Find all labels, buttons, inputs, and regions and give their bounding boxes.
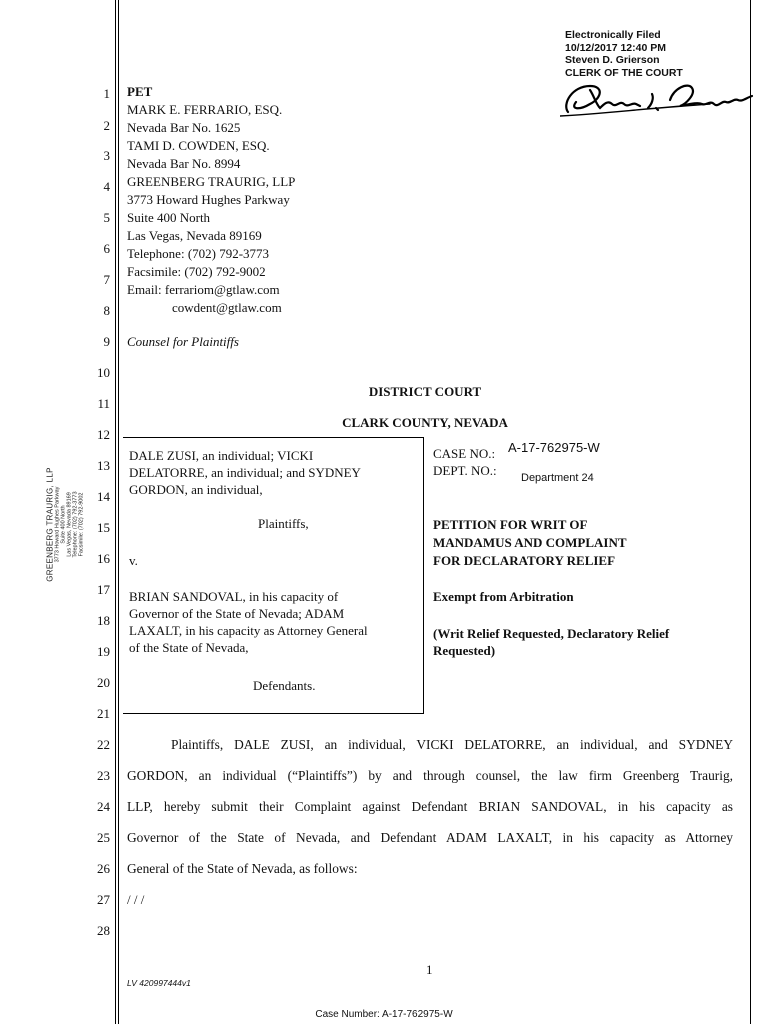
document-title-line: MANDAMUS AND COMPLAINT [433,535,627,550]
sidebar-firm-line: Facsimile: (702) 792-9002 [78,492,85,557]
counsel-line: Email: ferrariom@gtlaw.com [127,282,280,297]
sidebar-firm-line: Las Vegas, Nevada 89169 [66,492,73,557]
relief-notice [433,625,669,659]
filing-stamp [565,29,683,79]
line-number: 21 [97,706,110,721]
counsel-email-line: cowdent@gtlaw.com [172,300,282,315]
counsel-block [127,101,295,317]
line-number: 19 [97,644,110,659]
document-title-line: PETITION FOR WRIT OF [433,517,588,532]
line-number: 27 [97,892,110,907]
filing-stamp-line: Electronically Filed [565,29,661,41]
document-id: LV 420997444v1 [127,978,191,988]
document-code: PET [127,84,153,99]
plaintiffs-label: Plaintiffs, [258,516,309,531]
line-number: 10 [97,365,110,380]
line-number: 12 [97,427,110,442]
case-no-value: A-17-762975-W [508,440,600,455]
body-slashes: / / / [127,892,145,907]
counsel-line: GREENBERG TRAURIG, LLP [127,174,296,189]
document-title [433,516,627,570]
relief-notice-line: Requested) [433,643,496,658]
defendants-line: of the State of Nevada, [129,640,249,655]
court-county: CLARK COUNTY, NEVADA [342,415,508,430]
line-number: 8 [103,303,110,318]
defendants-line: LAXALT, in his capacity as Attorney General [129,623,368,638]
counsel-line: Nevada Bar No. 8994 [127,156,241,171]
counsel-line: Suite 400 North [127,210,211,225]
body-line: LLP, hereby submit their Complaint against Defendant BRIAN SANDOVAL, in his capacity as [127,799,733,814]
filing-stamp-line: 10/12/2017 12:40 PM [565,41,666,54]
line-number: 7 [103,272,110,287]
line-number: 17 [97,582,110,597]
plaintiffs-line: DALE ZUSI, an individual; VICKI [129,448,314,463]
body-line: GORDON, an individual (“Plaintiffs”) by and through counsel, the law firm Greenberg Traurig, [127,768,733,783]
line-number: 1 [103,86,110,101]
line-number: 2 [103,118,110,133]
left-margin-rule-outer [115,0,116,1024]
line-number: 15 [97,520,110,535]
plaintiffs-line: DELATORRE, an individual; and SYDNEY [129,465,361,480]
counsel-line: Las Vegas, Nevada 89169 [127,228,262,243]
case-number-footer: Case Number: A-17-762975-W [315,1009,453,1020]
sidebar-firm-line: 3773 Howard Hughes Parkway [54,486,61,563]
filing-stamp-line: Steven D. Grierson [565,54,660,66]
line-number: 6 [103,241,110,256]
line-number: 23 [97,768,110,783]
line-number: 3 [103,148,110,163]
line-number: 4 [103,179,110,194]
counsel-line: TAMI D. COWDEN, ESQ. [127,138,270,153]
line-number: 26 [97,861,110,876]
line-number: 11 [97,396,110,411]
counsel-line: Facsimile: (702) 792-9002 [127,264,266,279]
line-number: 16 [97,551,110,566]
page-number: 1 [426,962,433,977]
line-number: 14 [97,489,110,504]
right-margin-rule [750,0,751,1024]
plaintiffs-line: GORDON, an individual, [129,482,263,497]
line-number: 24 [97,799,110,814]
relief-notice-line: (Writ Relief Requested, Declaratory Relief [433,626,670,641]
defendants-line: Governor of the State of Nevada; ADAM [129,606,345,621]
court-name: DISTRICT COURT [368,384,482,399]
defendants-line: BRIAN SANDOVAL, in his capacity of [129,589,339,604]
caption-box-top [123,437,423,438]
caption-box-divider [423,437,424,714]
line-number: 20 [97,675,110,690]
body-line-text: Plaintiffs, DALE ZUSI, an individual, VICKI DELATORRE, an individual, and SYDNEY [171,737,733,752]
counsel-line: Telephone: (702) 792-3773 [127,246,270,261]
document-title-line: FOR DECLARATORY RELIEF [433,553,616,568]
filing-stamp-line: CLERK OF THE COURT [565,66,683,79]
body-last-line: General of the State of Nevada, as follows: [127,861,358,876]
line-number: 25 [97,830,110,845]
versus: v. [129,553,138,568]
dept-no-label: DEPT. NO.: [433,463,497,478]
sidebar-firm-block [46,450,85,600]
case-no-label: CASE NO.: [433,446,496,461]
dept-no-value: Department 24 [521,472,594,484]
counsel-line: Nevada Bar No. 1625 [127,120,241,135]
line-number: 5 [103,210,110,225]
line-number: 22 [97,737,110,752]
counsel-line: MARK E. FERRARIO, ESQ. [127,102,283,117]
clerk-signature [560,74,758,122]
counsel-line: 3773 Howard Hughes Parkway [127,192,290,207]
sidebar-firm-name: GREENBERG TRAURIG, LLP [45,467,55,582]
line-number: 9 [103,334,110,349]
sidebar-firm-line: Telephone: (702) 792-3773 [72,491,79,558]
defendants-label: Defendants. [253,678,316,693]
plaintiffs-block [129,447,361,498]
line-number: 13 [97,458,110,473]
line-number: 28 [97,923,110,938]
defendants-block [129,588,368,656]
body-line: Governor of the State of Nevada, and Defendant ADAM LAXALT, in his capacity as Attorney [127,830,733,845]
body-line [127,737,733,753]
caption-box-bottom [123,713,423,714]
counsel-for: Counsel for Plaintiffs [127,334,239,349]
left-margin-rule-inner [118,0,119,1024]
exempt-notice: Exempt from Arbitration [433,589,574,604]
line-number: 18 [97,613,110,628]
sidebar-firm-line: Suite 400 North [60,505,67,544]
